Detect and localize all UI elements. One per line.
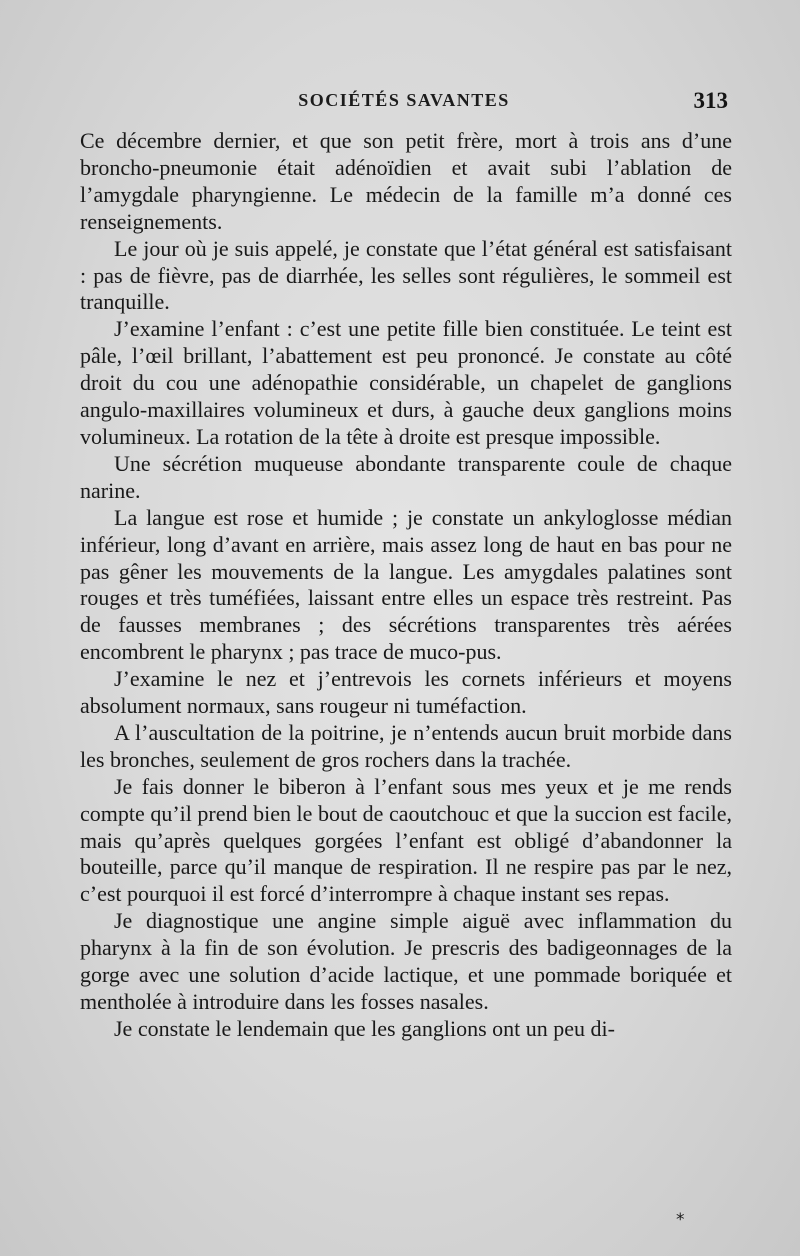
paragraph: J’examine l’enfant : c’est une petite fille bien constituée. Le teint est pâle, l’œil brillant, l’abattement est peu prononcé. Je constate au côté droit du cou une adénopathie considérable, un chapelet de ganglions angulo-maxillaires volumineux et durs, à gauche deux ganglions moins volumineux. La rotation de la tête à droite est presque impossible. [80,316,732,449]
paragraph: Le jour où je suis appelé, je constate que l’état général est satisfaisant : pas de fièvre, pas de diarrhée, les selles sont régulières, le sommeil est tranquille. [80,235,732,315]
page-header [80,88,728,116]
paragraph: Je fais donner le biberon à l’enfant sous mes yeux et je me rends compte qu’il prend bien le bout de caoutchouc et que la succion est facile, mais qu’après quelques gorgées l’enfant est obligé d’abandonner la bouteille, parce qu’il manque de respiration. Il ne respire pas par le nez, c’est pourquoi il est forcé d’interrompre à chaque instant ses repas. [80,773,732,907]
paragraph: La langue est rose et humide ; je constate un ankyloglosse médian inférieur, long d’avant en arrière, mais assez long de haut en bas pour ne pas gêner les mouvements de la langue. Les amygdales palatines sont rouges et très tuméfiées, laissant entre elles un espace très restreint. Pas de fausses membranes ; des sécrétions transparentes très aérées encombrent le pharynx ; pas trace de muco-pus. [80,504,732,665]
paragraph: J’examine le nez et j’entrevois les cornets inférieurs et moyens absolument normaux, sans rougeur ni tuméfaction. [80,666,732,719]
page-number: 313 [693,88,728,113]
running-head: SOCIÉTÉS SAVANTES [298,90,510,110]
paragraph: Une sécrétion muqueuse abondante transparente coule de chaque narine. [80,450,732,503]
paragraph: Je diagnostique une angine simple aiguë avec inflammation du pharynx à la fin de son évolution. Je prescris des badigeonnages de la gorge avec une solution d’acide lactique, et une pommade boriquée et mentholée à introduire dans les fosses nasales. [80,908,732,1014]
paragraph: A l’auscultation de la poitrine, je n’entends aucun bruit morbide dans les bronches, seulement de gros rochers dans la trachée. [80,719,732,772]
paragraph: Ce décembre dernier, et que son petit frère, mort à trois ans d’une broncho-pneumonie était adénoïdien et avait subi l’ablation de l’amygdale pharyngienne. Le médecin de la famille m’a donné ces renseignements. [80,128,732,234]
signature-mark: * [676,1210,685,1230]
paragraph: Je constate le lendemain que les ganglions ont un peu di- [114,1015,615,1041]
body-text [80,128,732,1043]
